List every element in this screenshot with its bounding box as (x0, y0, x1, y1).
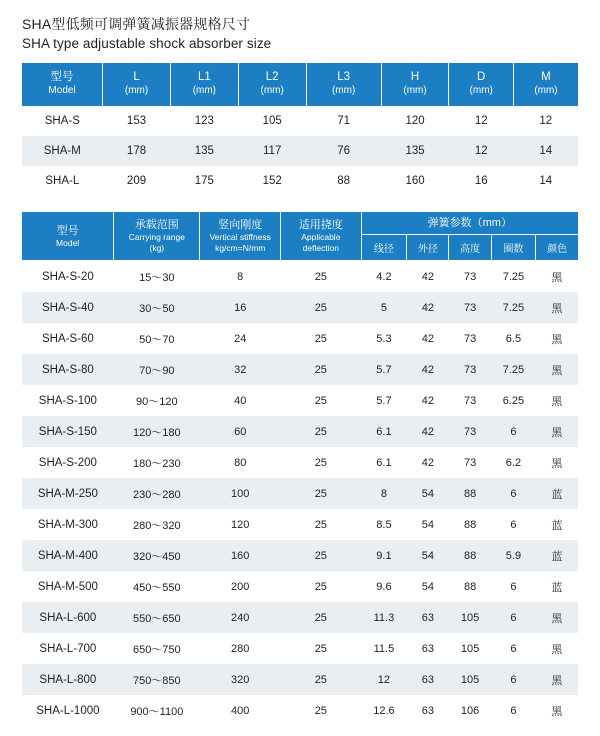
cell-deflection: 25 (281, 664, 362, 695)
cell-color: 蓝 (536, 571, 578, 602)
cell-color: 黑 (536, 602, 578, 633)
cell-model: SHA-L-600 (22, 602, 114, 633)
cell-wire-diameter: 8.5 (361, 509, 407, 540)
cell-deflection: 25 (281, 292, 362, 323)
cell-height: 73 (449, 323, 491, 354)
cell-color: 蓝 (536, 478, 578, 509)
cell-model: SHA-S-80 (22, 354, 114, 385)
cell-coils: 6 (491, 571, 535, 602)
table-row (22, 166, 578, 196)
cell-height: 73 (449, 292, 491, 323)
cell-model: SHA-M-300 (22, 509, 114, 540)
table-header-row (22, 63, 578, 106)
page-title (22, 14, 578, 53)
table-row (22, 385, 578, 416)
cell-outer-diameter: 54 (407, 571, 449, 602)
cell-stiffness: 16 (200, 292, 281, 323)
col-header-vertical-stiffness: 竖向刚度 Vertical stiffness kg/cm=N/mm (200, 212, 281, 261)
cell-coils: 7.25 (491, 292, 535, 323)
cell-model: SHA-S-40 (22, 292, 114, 323)
cell-wire-diameter: 8 (361, 478, 407, 509)
cell-coils: 6 (491, 664, 535, 695)
cell-outer-diameter: 42 (407, 416, 449, 447)
cell-color: 黑 (536, 416, 578, 447)
cell-wire-diameter: 5.7 (361, 354, 407, 385)
cell-coils: 6 (491, 478, 535, 509)
cell-deflection: 25 (281, 633, 362, 664)
cell-height: 105 (449, 664, 491, 695)
cell-stiffness: 120 (200, 509, 281, 540)
cell-coils: 6.5 (491, 323, 535, 354)
title-english: SHA type adjustable shock absorber size (22, 36, 272, 51)
table-header-row-top (22, 212, 578, 235)
cell-carrying-range: 70～90 (114, 354, 200, 385)
cell-value: 123 (170, 106, 238, 136)
cell-deflection: 25 (281, 354, 362, 385)
cell-height: 105 (449, 633, 491, 664)
cell-model: SHA-S-100 (22, 385, 114, 416)
cell-stiffness: 320 (200, 664, 281, 695)
table-row (22, 447, 578, 478)
cell-wire-diameter: 5 (361, 292, 407, 323)
col-header-l3: L3 (mm) (306, 63, 381, 106)
cell-coils: 6 (491, 602, 535, 633)
col-header-d: D (mm) (449, 63, 513, 106)
cell-stiffness: 40 (200, 385, 281, 416)
cell-deflection: 25 (281, 602, 362, 633)
cell-value: 16 (449, 166, 513, 196)
cell-carrying-range: 750～850 (114, 664, 200, 695)
table-row (22, 633, 578, 664)
table-row (22, 354, 578, 385)
cell-stiffness: 32 (200, 354, 281, 385)
cell-model: SHA-L-800 (22, 664, 114, 695)
cell-model: SHA-L (22, 166, 103, 196)
cell-stiffness: 8 (200, 261, 281, 293)
cell-wire-diameter: 9.6 (361, 571, 407, 602)
cell-carrying-range: 230～280 (114, 478, 200, 509)
cell-coils: 6.25 (491, 385, 535, 416)
cell-carrying-range: 50～70 (114, 323, 200, 354)
cell-stiffness: 80 (200, 447, 281, 478)
cell-model: SHA-S-60 (22, 323, 114, 354)
table-row (22, 695, 578, 726)
col-header-coils: 圈数 (491, 235, 535, 261)
cell-outer-diameter: 42 (407, 354, 449, 385)
cell-deflection: 25 (281, 385, 362, 416)
cell-coils: 6.2 (491, 447, 535, 478)
cell-height: 88 (449, 478, 491, 509)
dimensions-table (22, 63, 578, 196)
cell-wire-diameter: 12 (361, 664, 407, 695)
cell-model: SHA-M-250 (22, 478, 114, 509)
cell-outer-diameter: 42 (407, 447, 449, 478)
col-header-wire-diameter: 线径 (361, 235, 407, 261)
cell-coils: 6 (491, 509, 535, 540)
cell-outer-diameter: 63 (407, 633, 449, 664)
cell-coils: 7.25 (491, 261, 535, 293)
table-row (22, 602, 578, 633)
table-row (22, 509, 578, 540)
cell-value: 178 (103, 136, 171, 166)
cell-value: 120 (381, 106, 449, 136)
col-header-m: M (mm) (513, 63, 578, 106)
cell-model: SHA-S-20 (22, 261, 114, 293)
cell-wire-diameter: 5.3 (361, 323, 407, 354)
cell-height: 73 (449, 385, 491, 416)
cell-carrying-range: 30～50 (114, 292, 200, 323)
col-header-l1: L1 (mm) (170, 63, 238, 106)
cell-deflection: 25 (281, 540, 362, 571)
cell-value: 14 (513, 136, 578, 166)
cell-deflection: 25 (281, 261, 362, 293)
cell-stiffness: 200 (200, 571, 281, 602)
cell-value: 14 (513, 166, 578, 196)
cell-wire-diameter: 12.6 (361, 695, 407, 726)
cell-wire-diameter: 11.3 (361, 602, 407, 633)
table-row (22, 416, 578, 447)
cell-outer-diameter: 42 (407, 292, 449, 323)
col-header-model: 型号 Model (22, 63, 103, 106)
cell-outer-diameter: 54 (407, 478, 449, 509)
cell-stiffness: 160 (200, 540, 281, 571)
table-row (22, 261, 578, 293)
cell-value: 153 (103, 106, 171, 136)
cell-value: 71 (306, 106, 381, 136)
cell-height: 88 (449, 509, 491, 540)
cell-carrying-range: 900～1100 (114, 695, 200, 726)
cell-value: 175 (170, 166, 238, 196)
col-header-color: 颜色 (536, 235, 578, 261)
cell-carrying-range: 15～30 (114, 261, 200, 293)
cell-color: 黑 (536, 447, 578, 478)
cell-deflection: 25 (281, 478, 362, 509)
cell-coils: 6 (491, 695, 535, 726)
table-row (22, 664, 578, 695)
cell-height: 73 (449, 416, 491, 447)
cell-stiffness: 240 (200, 602, 281, 633)
cell-outer-diameter: 42 (407, 323, 449, 354)
cell-value: 135 (381, 136, 449, 166)
cell-color: 蓝 (536, 509, 578, 540)
cell-height: 73 (449, 354, 491, 385)
col-header-spring-parameters: 弹簧参数（mm） (361, 212, 578, 235)
cell-carrying-range: 280～320 (114, 509, 200, 540)
specifications-table (22, 212, 578, 726)
cell-wire-diameter: 4.2 (361, 261, 407, 293)
table-row (22, 540, 578, 571)
table-row (22, 571, 578, 602)
col-header-applicable-deflection: 适用挠度 Applicable deflection (281, 212, 362, 261)
cell-model: SHA-L-1000 (22, 695, 114, 726)
table-row (22, 323, 578, 354)
cell-stiffness: 280 (200, 633, 281, 664)
specifications-table-body (22, 261, 578, 727)
cell-outer-diameter: 63 (407, 695, 449, 726)
cell-deflection: 25 (281, 509, 362, 540)
cell-coils: 7.25 (491, 354, 535, 385)
cell-carrying-range: 550～650 (114, 602, 200, 633)
cell-color: 黑 (536, 292, 578, 323)
cell-carrying-range: 180～230 (114, 447, 200, 478)
cell-height: 88 (449, 571, 491, 602)
table-row (22, 136, 578, 166)
dimensions-table-body (22, 106, 578, 196)
cell-value: 88 (306, 166, 381, 196)
cell-carrying-range: 320～450 (114, 540, 200, 571)
col-header-model: 型号 Model (22, 212, 114, 261)
cell-outer-diameter: 42 (407, 385, 449, 416)
cell-wire-diameter: 9.1 (361, 540, 407, 571)
cell-outer-diameter: 54 (407, 509, 449, 540)
cell-model: SHA-M-400 (22, 540, 114, 571)
cell-deflection: 25 (281, 416, 362, 447)
cell-carrying-range: 450～550 (114, 571, 200, 602)
col-header-carrying-range: 承载范围 Carrying range (kg) (114, 212, 200, 261)
cell-stiffness: 400 (200, 695, 281, 726)
cell-height: 73 (449, 261, 491, 293)
cell-value: 152 (238, 166, 306, 196)
cell-value: 12 (513, 106, 578, 136)
cell-outer-diameter: 63 (407, 664, 449, 695)
cell-color: 黑 (536, 664, 578, 695)
cell-carrying-range: 650～750 (114, 633, 200, 664)
title-chinese: SHA型低频可调弹簧减振器规格尺寸 (22, 16, 251, 32)
cell-model: SHA-L-700 (22, 633, 114, 664)
cell-value: 160 (381, 166, 449, 196)
cell-value: 117 (238, 136, 306, 166)
cell-wire-diameter: 11.5 (361, 633, 407, 664)
cell-color: 蓝 (536, 540, 578, 571)
table-row (22, 478, 578, 509)
cell-carrying-range: 120～180 (114, 416, 200, 447)
cell-color: 黑 (536, 633, 578, 664)
col-header-l: L (mm) (103, 63, 171, 106)
cell-outer-diameter: 54 (407, 540, 449, 571)
cell-height: 105 (449, 602, 491, 633)
cell-model: SHA-M (22, 136, 103, 166)
cell-value: 12 (449, 136, 513, 166)
cell-deflection: 25 (281, 447, 362, 478)
cell-coils: 5.9 (491, 540, 535, 571)
cell-model: SHA-S (22, 106, 103, 136)
cell-model: SHA-S-200 (22, 447, 114, 478)
cell-outer-diameter: 42 (407, 261, 449, 293)
cell-carrying-range: 90～120 (114, 385, 200, 416)
cell-value: 135 (170, 136, 238, 166)
cell-model: SHA-S-150 (22, 416, 114, 447)
cell-height: 106 (449, 695, 491, 726)
cell-value: 105 (238, 106, 306, 136)
specifications-table-head (22, 212, 578, 261)
cell-color: 黑 (536, 385, 578, 416)
cell-deflection: 25 (281, 695, 362, 726)
cell-coils: 6 (491, 416, 535, 447)
cell-stiffness: 100 (200, 478, 281, 509)
cell-color: 黑 (536, 323, 578, 354)
cell-deflection: 25 (281, 323, 362, 354)
dimensions-table-head (22, 63, 578, 106)
cell-color: 黑 (536, 695, 578, 726)
col-header-outer-diameter: 外径 (407, 235, 449, 261)
cell-color: 黑 (536, 261, 578, 293)
cell-height: 88 (449, 540, 491, 571)
cell-stiffness: 60 (200, 416, 281, 447)
cell-coils: 6 (491, 633, 535, 664)
table-row (22, 292, 578, 323)
cell-stiffness: 24 (200, 323, 281, 354)
col-header-height: 高度 (449, 235, 491, 261)
cell-deflection: 25 (281, 571, 362, 602)
cell-outer-diameter: 63 (407, 602, 449, 633)
cell-color: 黑 (536, 354, 578, 385)
cell-wire-diameter: 6.1 (361, 447, 407, 478)
cell-value: 209 (103, 166, 171, 196)
cell-wire-diameter: 5.7 (361, 385, 407, 416)
table-row (22, 106, 578, 136)
cell-wire-diameter: 6.1 (361, 416, 407, 447)
col-header-h: H (mm) (381, 63, 449, 106)
cell-value: 76 (306, 136, 381, 166)
cell-height: 73 (449, 447, 491, 478)
cell-value: 12 (449, 106, 513, 136)
col-header-l2: L2 (mm) (238, 63, 306, 106)
cell-model: SHA-M-500 (22, 571, 114, 602)
